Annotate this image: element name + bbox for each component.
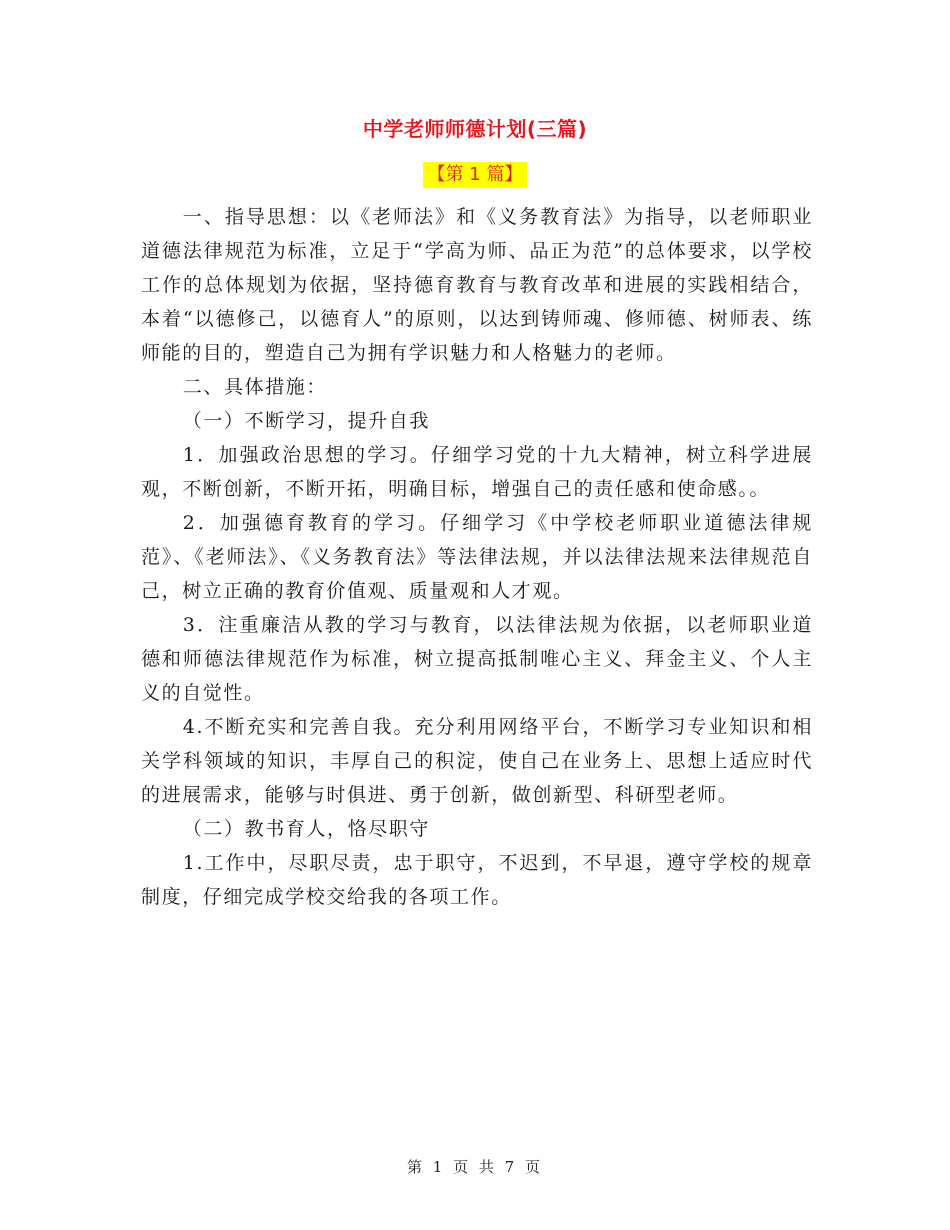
paragraph-item-5: 1.工作中，尽职尽责，忠于职守，不迟到，不早退，遵守学校的规章制度，仔细完成学校交给我的各项工作。 [141,852,813,908]
paragraph-specific-measures-heading: 二、具体措施： [182,376,327,398]
section-label-wrap [0,162,950,188]
document-body [141,200,813,914]
paragraph-subheading-1: （一）不断学习，提升自我 [182,410,430,432]
paragraph-guiding-ideology: 一、指导思想：以《老师法》和《义务教育法》为指导，以老师职业道德法律规范为标准，立足于“学高为师、品正为范”的总体要求，以学校工作的总体规划为依据，坚持德育教育与教育改革和进展的实践相结合，本着“以德修己，以德育人”的原则，以达到铸师魂、修师德、树师表、练师能的目的，塑造自己为拥有学识魅力和人格魅力的老师。 [141,206,813,364]
section-label: 【第 1 篇】 [423,162,528,188]
paragraph-item-2: 2．加强德育教育的学习。仔细学习《中学校老师职业道德法律规范》、《老师法》、《义务教育法》等法律法规，并以法律法规来法律规范自己，树立正确的教育价值观、质量观和人才观。 [141,512,813,602]
paragraph-subheading-2: （二）教书育人，恪尽职守 [182,818,430,840]
document-title: 中学老师师德计划(三篇) [362,117,588,141]
paragraph-item-4: 4.不断充实和完善自我。充分利用网络平台，不断学习专业知识和相关学科领域的知识，丰厚自己的积淀，使自己在业务上、思想上适应时代的进展需求，能够与时俱进、勇于创新，做创新型、科研型老师。 [141,716,813,806]
paragraph-item-1: 1．加强政治思想的学习。仔细学习党的十九大精神，树立科学进展观，不断创新，不断开拓，明确目标，增强自己的责任感和使命感。。 [141,444,813,500]
paragraph-item-3: 3．注重廉洁从教的学习与教育，以法律法规为依据，以老师职业道德和师德法律规范作为标准，树立提高抵制唯心主义、拜金主义、个人主义的自觉性。 [141,614,813,704]
page-footer: 第 1 页 共 7 页 [407,1158,543,1176]
